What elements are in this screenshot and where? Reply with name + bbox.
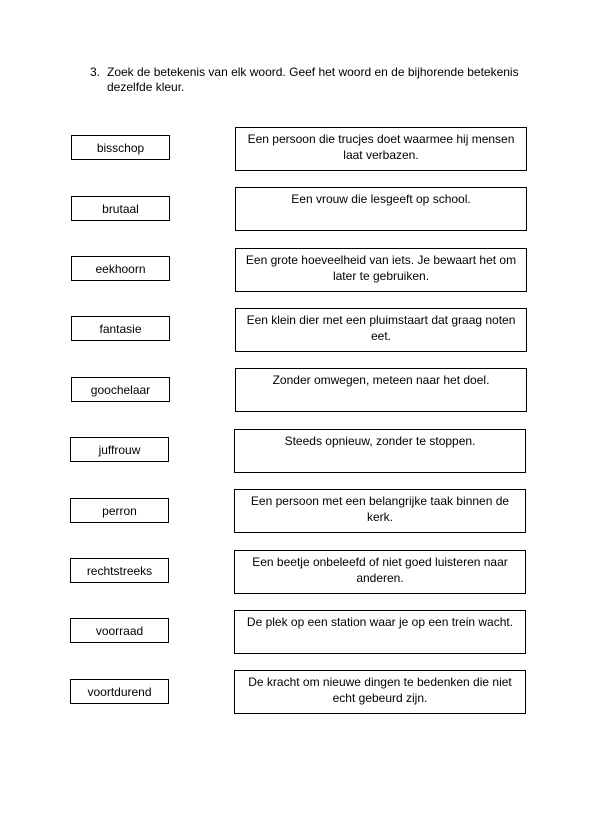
definition-box[interactable]: [235, 248, 527, 292]
word-box[interactable]: [71, 256, 170, 281]
word-label: voortdurend: [87, 684, 152, 699]
word-box[interactable]: [70, 437, 169, 462]
definition-box[interactable]: [235, 368, 527, 412]
definition-text: Een beetje onbeleefd of niet goed luisteren naar anderen.: [252, 555, 508, 585]
definition-text: Zonder omwegen, meteen naar het doel.: [272, 373, 490, 387]
word-label: perron: [102, 503, 137, 518]
word-box[interactable]: [70, 558, 169, 583]
definition-box[interactable]: [234, 610, 526, 654]
word-label: fantasie: [99, 321, 142, 336]
definition-box[interactable]: [235, 127, 527, 171]
word-label: juffrouw: [98, 442, 141, 457]
definition-text: De kracht om nieuwe dingen te bedenken die niet echt gebeurd zijn.: [248, 675, 512, 705]
definition-text: Een persoon met een belangrijke taak binnen de kerk.: [250, 494, 510, 524]
word-box[interactable]: [70, 618, 169, 643]
word-label: eekhoorn: [95, 261, 146, 276]
word-box[interactable]: [71, 196, 170, 221]
definition-box[interactable]: [234, 429, 526, 473]
word-label: goochelaar: [90, 382, 151, 397]
definition-text: Steeds opnieuw, zonder te stoppen.: [284, 434, 476, 448]
definition-box[interactable]: [235, 187, 527, 231]
word-box[interactable]: [71, 135, 170, 160]
word-box[interactable]: [71, 377, 170, 402]
definition-box[interactable]: [234, 670, 526, 714]
word-label: rechtstreeks: [86, 563, 153, 578]
word-box[interactable]: [70, 679, 169, 704]
instruction-text: Zoek de betekenis van elk woord. Geef het woord en de bijhorende betekenis dezelfde kleur.: [107, 65, 519, 94]
word-label: voorraad: [95, 623, 144, 638]
definition-text: Een klein dier met een pluimstaart dat graag noten eet.: [246, 313, 516, 343]
definition-text: De plek op een station waar je op een trein wacht.: [246, 615, 514, 629]
word-box[interactable]: [70, 498, 169, 523]
definition-box[interactable]: [235, 308, 527, 352]
definition-text: Een vrouw die lesgeeft op school.: [291, 192, 471, 206]
word-label: bisschop: [96, 140, 145, 155]
definition-box[interactable]: [234, 489, 526, 533]
definition-box[interactable]: [234, 550, 526, 594]
exercise-instruction: [90, 65, 540, 95]
word-box[interactable]: [71, 316, 170, 341]
definition-text: Een grote hoeveelheid van iets. Je bewaart het om later te gebruiken.: [245, 253, 517, 283]
exercise-number: 3.: [90, 65, 101, 79]
word-label: brutaal: [102, 201, 139, 216]
definition-text: Een persoon die trucjes doet waarmee hij mensen laat verbazen.: [247, 132, 515, 162]
